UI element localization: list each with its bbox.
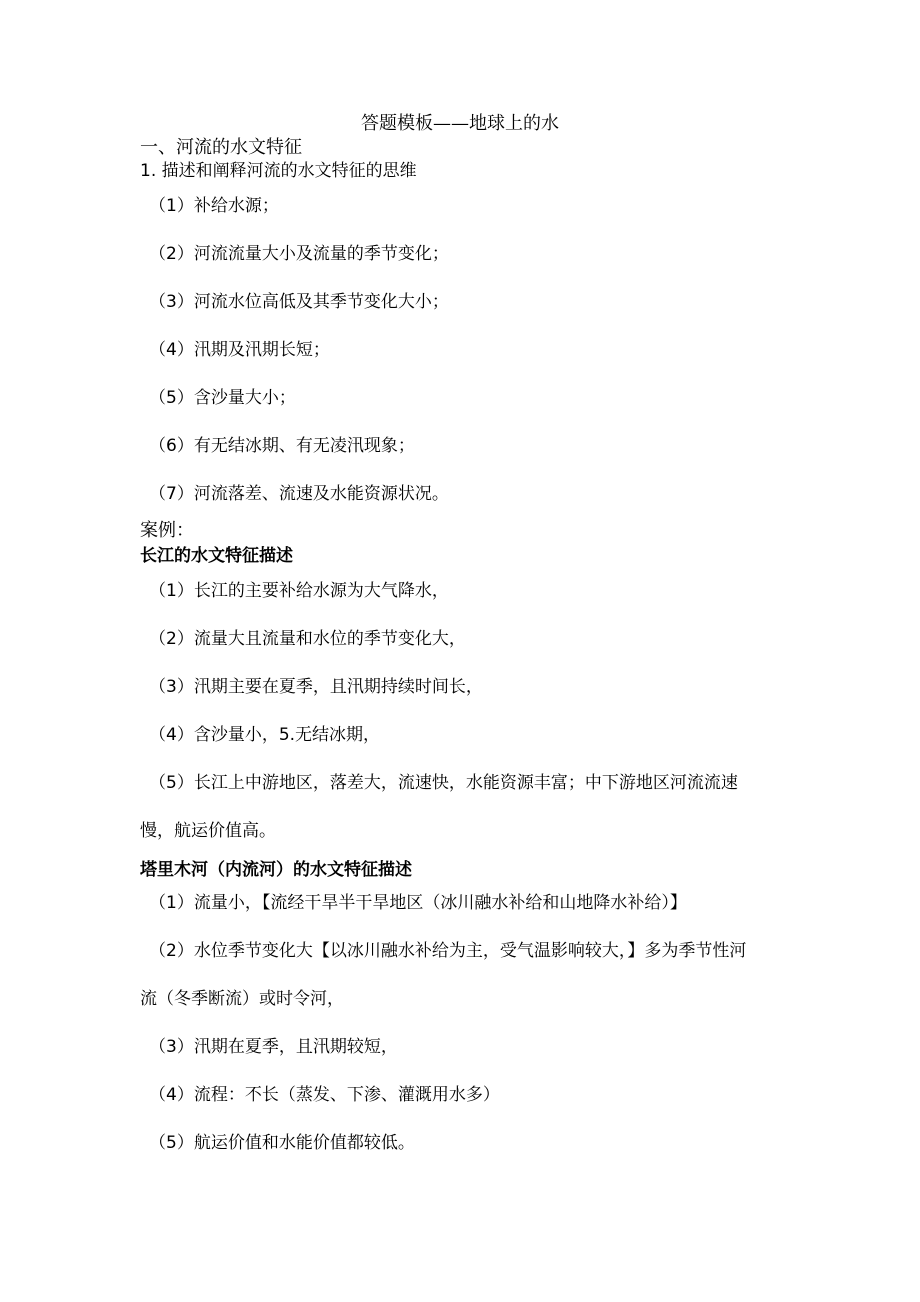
list-item: （3）汛期主要在夏季，且汛期持续时间长， xyxy=(149,677,483,697)
list-item: （5）长江上中游地区，落差大，流速快，水能资源丰富；中下游地区河流流速 xyxy=(149,773,738,793)
list-item: （1）长江的主要补给水源为大气降水， xyxy=(149,581,449,601)
case-label: 案例： xyxy=(140,520,194,541)
list-item: （4）含沙量小，5.无结冰期， xyxy=(149,725,381,745)
list-item-continuation: 慢，航运价值高。 xyxy=(140,821,276,841)
case-heading-tarim: 塔里木河（内流河）的水文特征描述 xyxy=(140,860,412,880)
section-subheading: 1. 描述和阐释河流的水文特征的思维 xyxy=(140,161,417,181)
list-item: （2）水位季节变化大【以冰川融水补给为主，受气温影响较大，】多为季节性河 xyxy=(149,941,747,961)
list-item: （2）流量大且流量和水位的季节变化大， xyxy=(149,629,466,649)
list-item: （4）流程：不长（蒸发、下渗、灌溉用水多） xyxy=(149,1085,500,1105)
list-item: （3）汛期在夏季，且汛期较短， xyxy=(149,1037,398,1057)
list-item: （5）航运价值和水能价值都较低。 xyxy=(149,1133,415,1153)
list-item: （1）流量小，【流经干旱半干旱地区（冰川融水补给和山地降水补给）】 xyxy=(149,893,687,913)
case-heading-changjiang: 长江的水文特征描述 xyxy=(140,546,293,566)
list-item: （7）河流落差、流速及水能资源状况。 xyxy=(149,484,449,504)
list-item: （6）有无结冰期、有无凌汛现象； xyxy=(149,436,415,456)
section-heading: 一、河流的水文特征 xyxy=(140,137,302,158)
list-item: （3）河流水位高低及其季节变化大小； xyxy=(149,292,449,312)
document-title: 答题模板——地球上的水 xyxy=(361,113,559,134)
list-item: （2）河流流量大小及流量的季节变化； xyxy=(149,244,449,264)
list-item: （5）含沙量大小； xyxy=(149,388,296,408)
list-item: （1）补给水源； xyxy=(149,196,279,216)
list-item-continuation: 流（冬季断流）或时令河， xyxy=(140,989,344,1009)
list-item: （4）汛期及汛期长短； xyxy=(149,340,330,360)
